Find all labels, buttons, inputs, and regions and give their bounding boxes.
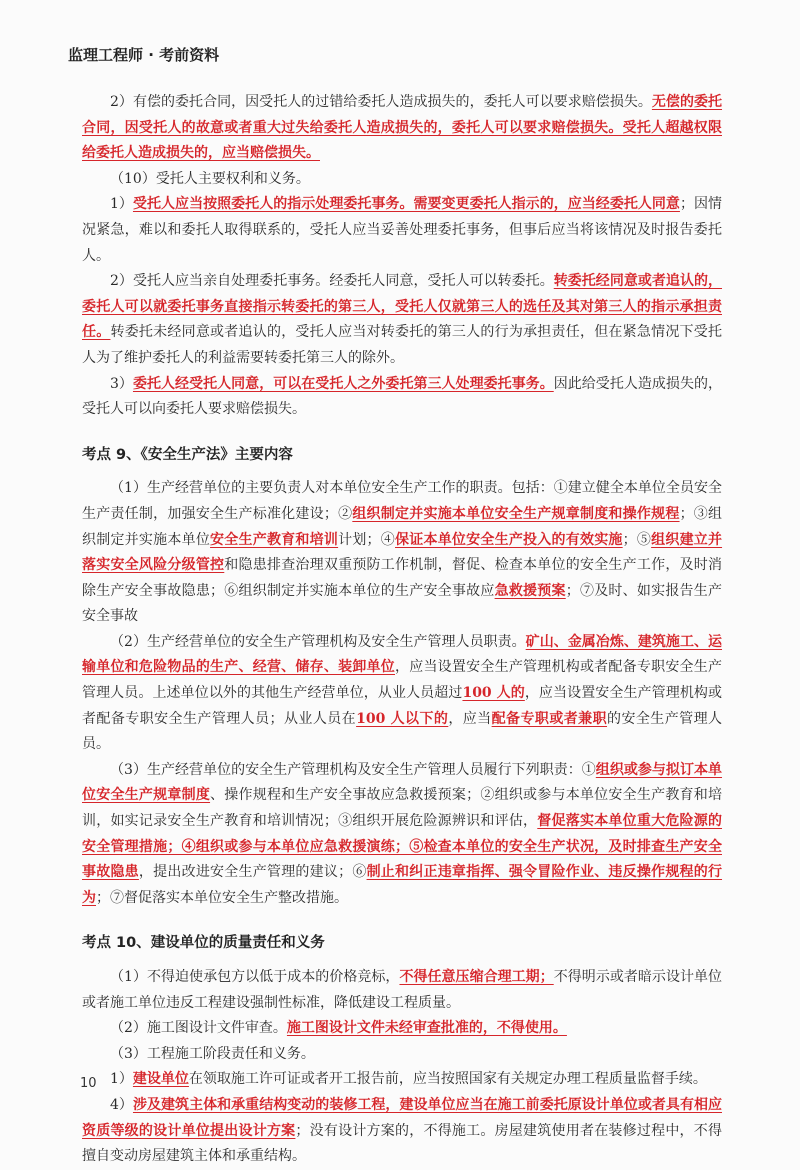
highlighted-text: 100 人以下的: [356, 710, 449, 727]
body-text: ；⑦及时、如实报告生产安全事故: [82, 582, 723, 625]
paragraph: [82, 372, 722, 423]
body-text: 2）受托人应当亲自处理委托事务。经委托人同意，受托人可以转委托。: [110, 273, 554, 290]
body-text: 转委托未经同意或者追认的，受托人应当对转委托的第三人的行为承担责任，但在紧急情况下受托人为了维护委托人的利益需要转委托第三人的除外。: [82, 324, 723, 366]
paragraph: [82, 965, 722, 1016]
highlighted-text: 100 人的: [462, 685, 525, 702]
page-header: 监理工程师 · 考前资料: [68, 46, 220, 64]
body-text: 4）: [110, 1096, 133, 1113]
highlighted-text: 配备专职或者兼职: [491, 710, 608, 727]
body-text: 1）: [110, 1071, 133, 1088]
paragraph: [82, 167, 722, 193]
highlighted-text: 制止和纠正违章指挥、强令冒险作业、违反操作规程的行为: [82, 864, 723, 906]
body-text: 计划；④: [338, 531, 396, 548]
page-number: 10: [80, 1076, 97, 1091]
body-text: （2）生产经营单位的安全生产管理机构及安全生产管理人员职责。: [110, 633, 526, 650]
highlighted-text: 施工图设计文件未经审查批准的，不得使用。: [286, 1020, 567, 1037]
body-text: ；③组织制定并实施本单位: [82, 505, 723, 548]
body-text: 1）: [110, 196, 133, 213]
paragraph: [82, 758, 722, 912]
highlighted-text: 建设单位: [132, 1071, 189, 1088]
body-text: （10）受托人主要权利和义务。: [110, 170, 310, 187]
highlighted-text: 督促落实本单位重大危险源的安全管理措施；④组织或参与本单位应急救援演练；⑤检查本单位的安全生产状况，及时排查生产安全事故隐患: [82, 813, 723, 881]
body-text: （3）工程施工阶段责任和义务。: [110, 1045, 315, 1062]
body-text: ；⑤: [622, 531, 652, 548]
body-text: 的安全生产管理人员。: [82, 710, 723, 753]
highlighted-text: 不得任意压缩合理工期；: [399, 969, 554, 985]
paragraph: [82, 192, 722, 269]
highlighted-text: 急救援预案: [494, 582, 566, 599]
paragraph: [82, 476, 722, 630]
highlighted-text: 安全生产教育和培训: [210, 531, 339, 548]
paragraph: [82, 1016, 722, 1042]
highlighted-text: 组织建立并落实安全风险分级管控: [82, 531, 723, 574]
body-text: 、操作规程和生产安全事故应急救援预案；②组织或参与本单位安全生产教育和培训，如实记录安全生产教育和培训情况；③组织开展危险源辨识和评估，: [82, 787, 722, 830]
highlighted-text: 无偿的委托合同，因受托人的故意或者重大过失给委托人造成损失的，委托人可以要求赔偿损失。受托人超越权限给委托人造成损失的，应当赔偿损失。: [82, 94, 723, 162]
paragraph: [82, 630, 722, 758]
body-text: （3）生产经营单位的安全生产管理机构及安全生产管理人员履行下列职责：①: [110, 761, 596, 778]
body-text: ，应当: [448, 710, 492, 727]
highlighted-text: 矿山、金属冶炼、建筑施工、运输单位和危险物品的生产、经营、储存、装卸单位: [82, 633, 723, 676]
body-text: ；没有设计方案的，不得施工。房屋建筑使用者在装修过程中，不得擅自变动房屋建筑主体和承重结构。: [82, 1122, 723, 1165]
highlighted-text: 委托人经受托人同意，可以在受托人之外委托第三人处理委托事务。: [132, 375, 554, 392]
highlighted-text: 保证本单位安全生产投入的有效实施: [395, 531, 623, 548]
section-heading-9: 考点 9、《安全生产法》主要内容: [82, 446, 293, 463]
body-text: （2）施工图设计文件审查。: [110, 1020, 287, 1037]
paragraph: [82, 1067, 722, 1093]
body-text: 不得明示或者暗示设计单位或者施工单位违反工程建设强制性标准，降低建设工程质量。: [82, 969, 723, 1011]
body-text: 2）有偿的委托合同，因受托人的过错给委托人造成损失的，委托人可以要求赔偿损失。: [110, 94, 652, 110]
body-text: （1）不得迫使承包方以低于成本的价格竞标，: [110, 969, 400, 985]
paragraph: [82, 90, 722, 167]
paragraph: [82, 1042, 722, 1068]
body-text: （1）生产经营单位的主要负责人对本单位安全生产工作的职责。包括：①建立健全本单位全员安全生产责任制，加强安全生产标准化建设；②: [82, 480, 722, 522]
body-text: 在领取施工许可证或者开工报告前，应当按照国家有关规定办理工程质量监督手续。: [188, 1071, 707, 1088]
highlighted-text: 转委托经同意或者追认的，委托人可以就委托事务直接指示转委托的第三人，受托人仅就第三人的选任及其对第三人的指示承担责任。: [82, 273, 723, 341]
section-9-block: [82, 476, 722, 911]
paragraph: [82, 1093, 722, 1170]
body-text: 和隐患排查治理双重预防工作机制，督促、检查本单位的安全生产工作，及时消除生产安全事故隐患；⑥组织制定并实施本单位的生产安全事故应: [82, 557, 723, 599]
highlighted-text: 涉及建筑主体和承重结构变动的装修工程，建设单位应当在施工前委托原设计单位或者具有相应资质等级的设计单位提出设计方案: [82, 1096, 722, 1139]
body-text: ，应当设置安全生产管理机构或者配备专职安全生产管理人员。上述单位以外的其他生产经营单位，从业人员超过: [82, 659, 722, 702]
document-body: [82, 90, 722, 1170]
body-text: ，应当设置安全生产管理机构或者配备专职安全生产管理人员；从业人员在: [82, 685, 723, 727]
paragraph: [82, 269, 722, 371]
section-heading-10: 考点 10、建设单位的质量责任和义务: [82, 935, 325, 952]
highlighted-text: 组织制定并实施本单位安全生产规章制度和操作规程: [352, 505, 680, 522]
body-text: ，提出改进安全生产管理的建议；⑥: [138, 864, 367, 881]
section-10-block: [82, 965, 722, 1170]
body-text: 因此给受托人造成损失的，受托人可以向委托人要求赔偿损失。: [82, 375, 723, 418]
body-text: 3）: [110, 375, 133, 392]
highlighted-text: 受托人应当按照委托人的指示处理委托事务。需要变更委托人指示的，应当经委托人同意: [132, 196, 680, 213]
intro-block: [82, 90, 722, 423]
body-text: ；⑦督促落实本单位安全生产整改措施。: [96, 889, 348, 906]
highlighted-text: 组织或参与拟订本单位安全生产规章制度: [82, 761, 723, 804]
body-text: ；因情况紧急，难以和委托人取得联系的，受托人应当妥善处理委托事务，但事后应当将该情况及时报告委托人。: [82, 196, 723, 264]
